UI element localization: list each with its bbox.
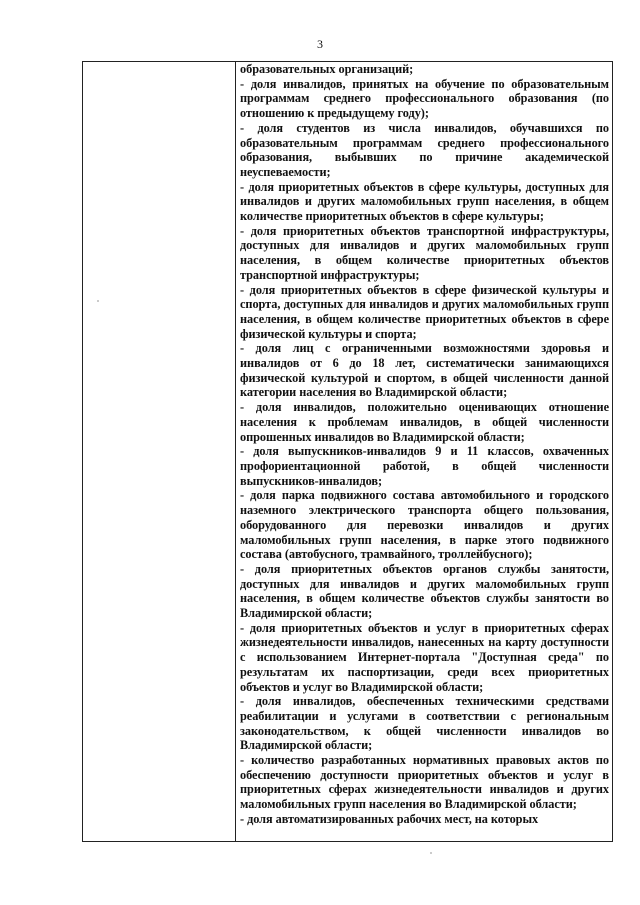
indicator-paragraph: образовательных организаций; <box>240 62 414 76</box>
page-number: 3 <box>317 37 323 51</box>
indicator-paragraph: - доля инвалидов, обеспеченных техническими средствами реабилитации и услугами в соответствии с региональным законодательством, к общей численности инвалидов во Владимирской области; <box>240 694 609 753</box>
indicator-paragraph: - доля приоритетных объектов в сфере культуры, доступных для инвалидов и других маломобильных групп населения, в общем количестве приоритетных объектов в сфере культуры; <box>240 179 609 224</box>
table-right-cell <box>236 62 612 841</box>
indicator-paragraph: - доля приоритетных объектов и услуг в приоритетных сферах жизнедеятельности инвалидов, нанесенных на карту доступности с использованием Интернет-портала "Доступная среда" по результатам их паспортизации, среди всех приоритетных объектов и услуг во Владимирской области; <box>240 620 609 694</box>
indicator-paragraph: - доля приоритетных объектов транспортной инфраструктуры, доступных для инвалидов и других маломобильных групп населения, в общем количестве приоритетных объектов транспортной инфраструктуры; <box>240 223 609 282</box>
indicator-paragraph: - доля приоритетных объектов органов службы занятости, доступных для инвалидов и других маломобильных групп населения, в общем количестве объектов службы занятости во Владимирской области; <box>240 561 609 621</box>
indicator-paragraph: - количество разработанных нормативных правовых актов по обеспечению доступности приоритетных объектов и услуг в приоритетных сферах жизнедеятельности инвалидов и других маломобильных групп населения во Владимирской области; <box>240 753 609 812</box>
indicator-paragraph: - доля автоматизированных рабочих мест, на которых <box>240 811 539 826</box>
indicator-paragraph: - доля парка подвижного состава автомобильного и городского наземного электрического транспорта общего пользования, оборудованного для перевозки инвалидов и других маломобильных групп населения, в парке этого подвижного состава (автобусного, трамвайного, троллейбусного); <box>240 488 609 562</box>
indicator-paragraph: - доля лиц с ограниченными возможностями здоровья и инвалидов от 6 до 18 лет, систематически занимающихся физической культурой и спортом, в общей численности данной категории населения во Владимирской области; <box>240 341 609 400</box>
indicator-paragraph: - доля инвалидов, положительно оценивающих отношение населения к проблемам инвалидов, в общей численности опрошенных инвалидов во Владимирской области; <box>240 400 609 444</box>
indicator-table <box>82 61 613 842</box>
indicator-paragraph: - доля выпускников-инвалидов 9 и 11 классов, охваченных профориентационной работой, в общей численности выпускников-инвалидов; <box>240 444 609 488</box>
indicator-paragraph: - доля студентов из числа инвалидов, обучавшихся по образовательным программам среднего профессионального образования, выбывших по причине академической неуспеваемости; <box>240 120 609 179</box>
scan-speck <box>430 852 432 854</box>
indicator-paragraph: - доля инвалидов, принятых на обучение по образовательным программам среднего профессионального образования (по отношению к предыдущему году); <box>240 76 609 121</box>
indicator-paragraph: - доля приоритетных объектов в сфере физической культуры и спорта, доступных для инвалидов и других маломобильных групп населения, в общем количестве приоритетных объектов в сфере физической культуры и спорта; <box>240 282 609 341</box>
scan-speck <box>97 300 99 302</box>
table-left-cell <box>83 62 236 841</box>
